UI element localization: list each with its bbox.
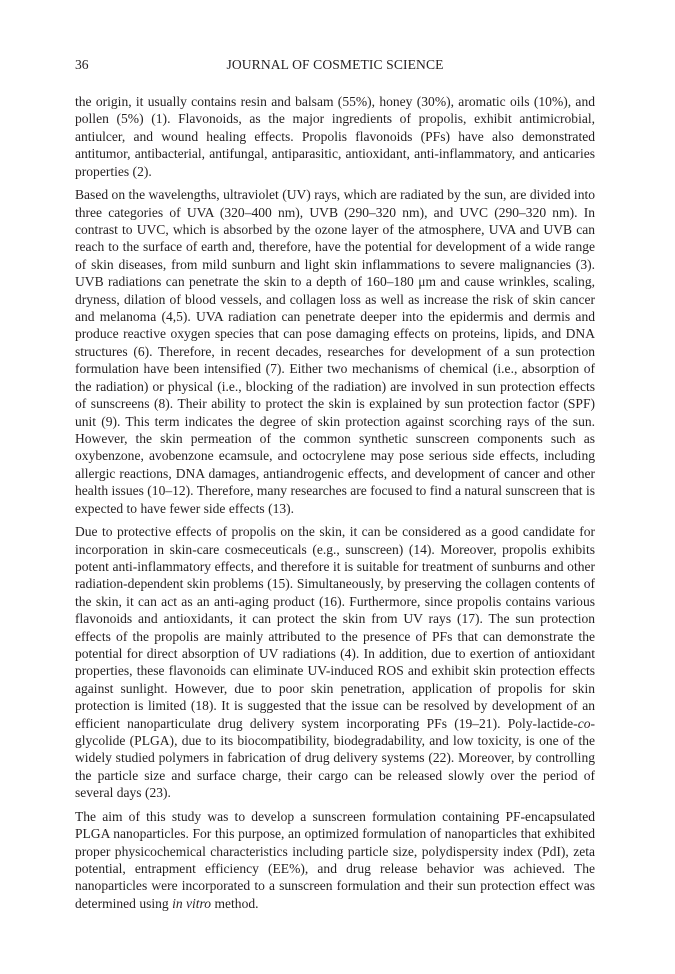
page-number: 36 — [75, 57, 89, 72]
paragraph-uv-radiation: Based on the wavelengths, ultraviolet (UV) rays, which are radiated by the sun, are divided into three categories of UVA (320–400 nm), UVB (290–320 nm), and UVC (290–320 nm). In contrast to UVC, which is absorbed by the ozone layer of the atmosphere, UVA and UVB can reach to the surface of earth and, therefore, have the potential for development of a wide range of skin diseases, from mild sunburn and light skin inflammations to severe malignancies (3). UVB radiations can penetrate the skin to a depth of 160–180 μm and cause wrinkles, scaling, dryness, dilation of blood vessels, and collagen loss as well as increase the risk of skin cancer and melanoma (4,5). UVA radiation can penetrate deeper into the epidermis and dermis and produce reactive oxygen species that can pose damaging effects on proteins, lipids, and DNA structures (6). Therefore, in recent decades, researches for development of a sun protection formulation have been intensified (7). Either two mechanisms of chemical (i.e., absorption of the radiation) or physical (i.e., blocking of the radiation) are involved in sun protection effects of sunscreens (8). Their ability to protect the skin is explained by sun protection factor (SPF) unit (9). This term indicates the degree of skin protection against scorching rays of the sun. However, the skin permeation of the common synthetic sunscreen components such as oxybenzone, avobenzone ecamsule, and octocrylene may pose serious side effects, including allergic reactions, DNA damages, antiandrogenic effects, and development of cancer and other health issues (10–12). Therefore, many researches are focused to find a natural sunscreen that is expected to have fewer side effects (13). — [75, 187, 595, 516]
running-header — [75, 55, 595, 75]
paragraph-study-aim — [75, 808, 595, 912]
text-segment: Due to protective effects of propolis on the skin, it can be considered as a good candidate for incorporation in skin-care cosmeceuticals (e.g., sunscreen) (14). Moreover, propolis exhibits potent anti-inflammatory effects, and therefore it is suitable for treatment of sunburns and other radiation-dependent skin problems (15). Simultaneously, by preserving the collagen contents of the skin, it can act as an anti-aging product (16). Furthermore, since propolis contains various flavonoids and antioxidants, it can protect the skin from UV rays (17). The sun protection effects of the propolis are mainly attributed to the presence of PFs that can demonstrate the potential for direct absorption of UV radiations (4). In addition, due to exertion of antioxidant properties, these flavonoids can eliminate UV-induced ROS and exhibit skin protection effects against sunlight. However, due to poor skin penetration, application of propolis for skin protection is limited (18). It is suggested that the issue can be resolved by development of an efficient nanoparticulate drug delivery system incorporating PFs (19–21). Poly-lactide- — [75, 524, 595, 731]
journal-title: JOURNAL OF COSMETIC SCIENCE — [226, 57, 444, 72]
body-text — [75, 93, 595, 918]
italic-term: co — [577, 715, 591, 731]
text-segment: -glycolide (PLGA), due to its biocompatibility, biodegradability, and low toxicity, is one of the widely studied polymers in fabrication of drug delivery systems (22). Moreover, by controlling the particle size and surface charge, their cargo can be released slowly over the period of several days (23). — [75, 715, 595, 801]
text-segment: The aim of this study was to develop a sunscreen formulation containing PF-encapsulated PLGA nanoparticles. For this purpose, an optimized formulation of nanoparticles that exhibited proper physicochemical characteristics including particle size, polydispersity index (PdI), zeta potential, entrapment efficiency (EE%), and drug release behavior was achieved. The nanoparticles were incorporated to a sunscreen formulation and their sun protection effect was determined using — [75, 808, 595, 911]
text-segment: method. — [211, 895, 259, 911]
paragraph-propolis-protection — [75, 523, 595, 802]
paragraph-propolis-composition: the origin, it usually contains resin and balsam (55%), honey (30%), aromatic oils (10%), and pollen (5%) (1). Flavonoids, as the major ingredients of propolis, exhibit antimicrobial, antiulcer, and wound healing effects. Propolis flavonoids (PFs) have also demonstrated antitumor, antibacterial, antifungal, antiparasitic, antioxidant, anti-inflammatory, and anticaries properties (2). — [75, 94, 595, 179]
italic-term: in vitro — [172, 895, 212, 911]
